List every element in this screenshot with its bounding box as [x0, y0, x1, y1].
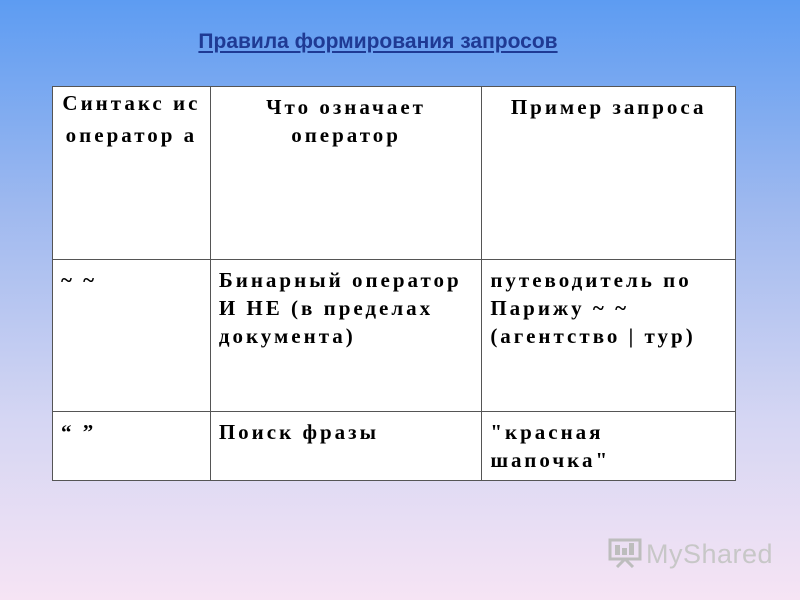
cell-meaning: Поиск фразы — [210, 412, 481, 481]
cell-example: путеводитель по Парижу ~ ~ (агентство | тур) — [482, 260, 736, 412]
table-row — [53, 260, 736, 412]
cell-example: "красная шапочка" — [482, 412, 736, 481]
table-header-row — [53, 87, 736, 260]
slide-title-text: Правила формирования запросов — [198, 30, 558, 53]
slide-title — [150, 26, 606, 58]
header-example: Пример запроса — [482, 87, 736, 260]
header-meaning: Что означает оператор — [210, 87, 481, 260]
cell-syntax: ~ ~ — [53, 260, 211, 412]
table-row — [53, 412, 736, 481]
logo-text: MyShared — [646, 539, 774, 569]
cell-syntax: “ ” — [53, 412, 211, 481]
header-syntax: Синтакс ис оператор а — [53, 87, 211, 260]
myshared-logo — [608, 536, 774, 572]
operators-table — [52, 86, 736, 481]
presentation-screen-icon — [608, 538, 642, 568]
cell-meaning: Бинарный оператор И НЕ (в пределах документа) — [210, 260, 481, 412]
